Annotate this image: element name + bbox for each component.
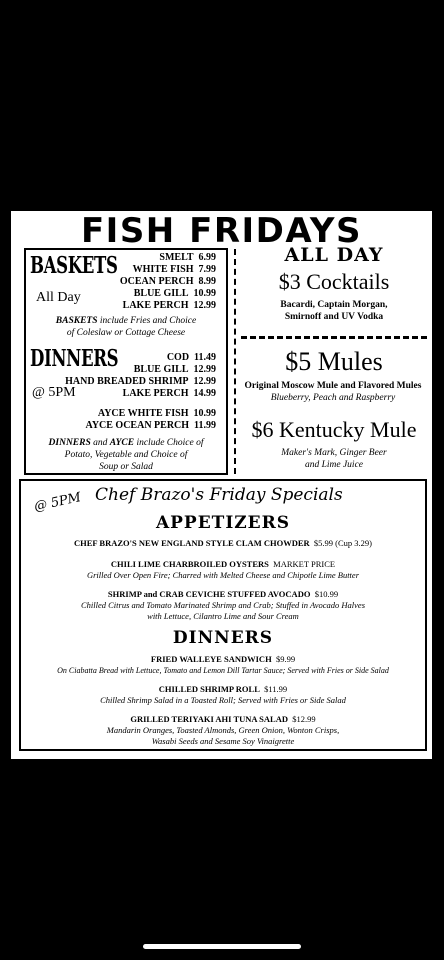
appetizer-item: CHEF BRAZO'S NEW ENGLAND STYLE CLAM CHOWDER $5.99 (Cup 3.29) — [73, 538, 372, 548]
menu-title: FISH FRIDAYS — [80, 211, 363, 251]
dinners-note: DINNERS and AYCE include Choice of Potato, Vegetable and Choice of Soup or Salad — [48, 438, 204, 472]
specials-dinners-heading: DINNERS — [172, 628, 274, 648]
basket-item: LAKE PERCH 12.99 — [122, 300, 216, 311]
dinner-item: HAND BREADED SHRIMP 12.99 — [65, 376, 216, 387]
dinners-price-list — [66, 350, 216, 400]
left-menu-box — [24, 248, 228, 475]
special-dinner-item: FRIED WALLEYE SANDWICH $9.99 On Ciabatta Bread with Lettuce, Tomato and Lemon Dill Tartar Sauce; Served with Fries or Side Salad — [57, 654, 389, 675]
baskets-note: BASKETS include Fries and Choice of Coleslaw or Cottage Cheese — [55, 316, 197, 338]
mules-description: Original Moscow Mule and Flavored Mules Blueberry, Peach and Raspberry — [244, 381, 422, 403]
special-dinner-item: GRILLED TERIYAKI AHI TUNA SALAD $12.99 Mandarin Oranges, Toasted Almonds, Green Onion, Wonton Crisps, Wasabi Seeds and Sesame Soy Vinaigrette — [106, 714, 340, 746]
baskets-price-list — [96, 250, 216, 310]
basket-item: SMELT 6.99 — [159, 252, 216, 263]
appetizer-item: CHILI LIME CHARBROILED OYSTERS MARKET PRICE Grilled Over Open Fire; Charred with Melted Cheese and Chipotle Lime Butter — [86, 559, 360, 580]
dinner-item: COD 11.49 — [166, 352, 216, 363]
cocktails-list: Bacardi, Captain Morgan, Smirnoff and UV Vodka — [280, 300, 388, 322]
ayce-price-list — [66, 408, 216, 436]
basket-item: BLUE GILL 10.99 — [133, 288, 216, 299]
home-indicator[interactable] — [143, 944, 301, 949]
dinners-subheading: @ 5PM — [32, 385, 76, 400]
basket-item: OCEAN PERCH 8.99 — [119, 276, 216, 287]
vertical-divider — [234, 249, 236, 474]
ayce-item: AYCE WHITE FISH 10.99 — [97, 408, 216, 419]
specials-box — [19, 479, 427, 751]
all-day-heading: ALL DAY — [284, 244, 384, 266]
cocktails-heading: $3 Cocktails — [278, 269, 390, 294]
mules-heading: $5 Mules — [285, 347, 383, 376]
horizontal-divider — [241, 336, 427, 339]
special-dinner-item: CHILLED SHRIMP ROLL $11.99 Chilled Shrimp Salad in a Toasted Roll; Served with Fries or Side Salad — [100, 684, 346, 705]
specials-title: Chef Brazo's Friday Specials — [95, 485, 343, 505]
dinners-heading: DINNERS — [30, 345, 119, 372]
appetizers-heading: APPETIZERS — [155, 513, 291, 533]
kentucky-description: Maker's Mark, Ginger Beer and Lime Juice — [281, 448, 387, 470]
menu-page — [11, 211, 432, 759]
dinner-item: LAKE PERCH 14.99 — [122, 388, 216, 399]
appetizer-item: SHRIMP and CRAB CEVICHE STUFFED AVOCADO $10.99 Chilled Citrus and Tomato Marinated Shrimp and Crab; Stuffed in Avocado Halves with Lettuce, Cilantro Lime and Sour Cream — [80, 589, 366, 621]
kentucky-heading: $6 Kentucky Mule — [251, 417, 417, 442]
ayce-item: AYCE OCEAN PERCH 11.99 — [85, 420, 216, 431]
basket-item: WHITE FISH 7.99 — [132, 264, 216, 275]
specials-at-5pm: @ 5PM — [32, 490, 83, 515]
baskets-heading: BASKETS — [30, 252, 118, 279]
dinner-item: BLUE GILL 12.99 — [133, 364, 216, 375]
baskets-subheading: All Day — [36, 290, 81, 305]
